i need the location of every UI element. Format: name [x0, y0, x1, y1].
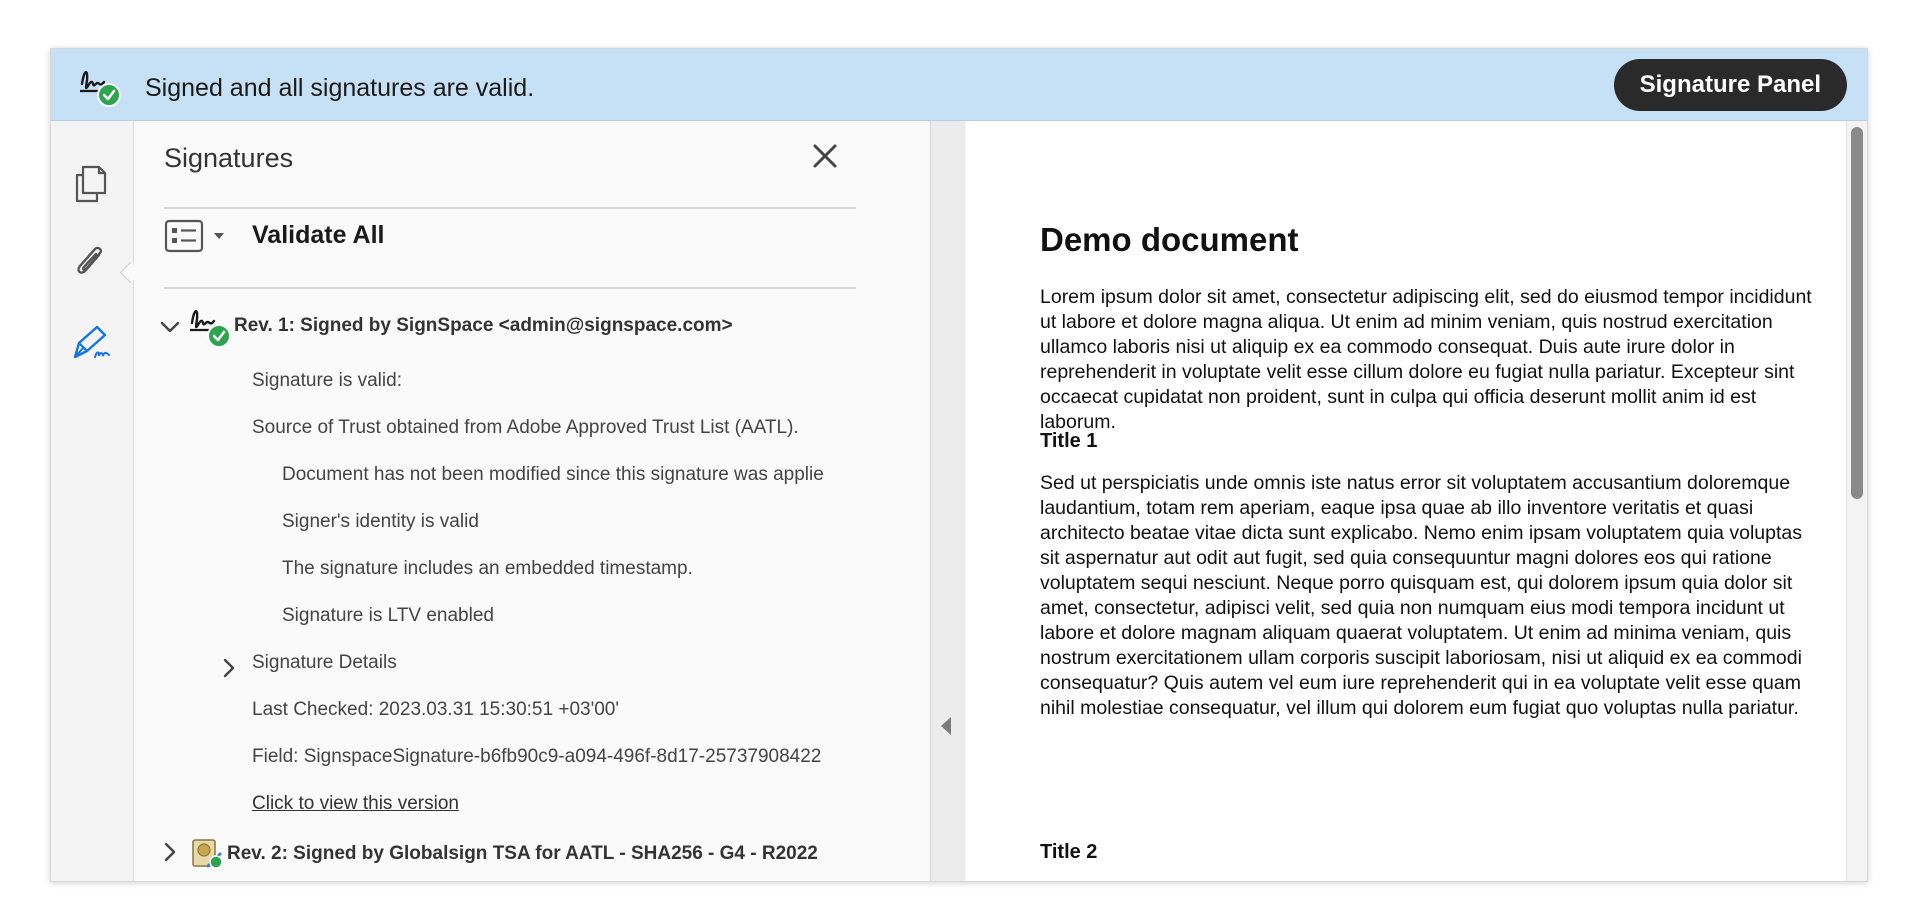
document-view: [964, 121, 1867, 881]
rev2-row[interactable]: [154, 830, 914, 874]
document-heading: Title 1: [1040, 430, 1098, 452]
signature-status-banner: [51, 49, 1867, 121]
signature-details-toggle[interactable]: Signature Details: [252, 652, 397, 673]
document-paragraph: Sed ut perspiciatis unde omnis iste natus error sit voluptatem accusantium doloremque laudantium, totam rem aperiam, eaque ipsa quae ab illo inventore veritatis et quasi architecto beatae vitae dicta sunt explicabo. Nemo enim ipsam voluptatem quia voluptas sit aspernatur aut odit aut fugit, sed quia consequuntur magni dolores eos qui ratione voluptatem sequi nesciunt. Neque porro quisquam est, qui dolorem ipsum quia dolor sit amet, consectetur, adipisci velit, sed quia non numquam eius modi tempora incidunt ut labore et dolore magnam aliquam quaerat voluptatem. Ut enim ad minima veniam, quis nostrum exercitationem ullam corporis suscipit laboriosam, nisi ut aliquid ex ea commodi consequatur? Quis autem vel eum iure reprehenderit qui in ea voluptate velit esse quam nihil molestiae consequatur, vel illum qui dolorem eum fugiat quo voluptas nulla pariatur.: [1040, 472, 1803, 719]
rev1-row[interactable]: [154, 303, 914, 347]
panel-title: Signatures: [164, 143, 294, 173]
panel-divider: [164, 207, 856, 209]
collapse-arrow-icon[interactable]: [941, 717, 951, 735]
signature-pen-icon[interactable]: [69, 321, 113, 365]
scrollbar-thumb[interactable]: [1851, 127, 1863, 499]
validate-all-button[interactable]: Validate All: [252, 221, 385, 249]
document-page: [965, 121, 1867, 881]
left-tool-rail: [51, 121, 134, 881]
panel-collapse-gutter[interactable]: [930, 121, 965, 881]
document-title: Demo document: [1040, 221, 1299, 258]
timestamp-certificate-icon: [190, 836, 224, 870]
signature-status-text: Signed and all signatures are valid.: [145, 74, 535, 102]
chevron-right-icon[interactable]: [156, 838, 184, 866]
signed-valid-icon: [76, 62, 122, 108]
document-heading: Title 2: [1040, 841, 1098, 863]
last-checked-line: Last Checked: 2023.03.31 15:30:51 +03'00': [252, 699, 619, 720]
chevron-right-icon[interactable]: [215, 654, 243, 682]
view-version-link[interactable]: Click to view this version: [252, 793, 459, 814]
rev1-label: Rev. 1: Signed by SignSpace <admin@signspace.com>: [234, 315, 733, 336]
signature-options-menu-icon[interactable]: [164, 217, 236, 257]
attachment-icon[interactable]: [69, 241, 113, 285]
signature-panel-button[interactable]: Signature Panel: [1614, 59, 1847, 111]
signature-status-line: Signature is valid:: [252, 370, 402, 391]
close-icon[interactable]: [808, 139, 842, 173]
document-scrollbar[interactable]: [1846, 121, 1867, 881]
signature-viewer-window: [50, 48, 1868, 882]
check-line: Signer's identity is valid: [282, 511, 479, 532]
chevron-down-icon[interactable]: [156, 313, 184, 341]
field-line: Field: SignspaceSignature-b6fb90c9-a094-496f-8d17-25737908422: [252, 746, 822, 767]
pages-icon[interactable]: [69, 161, 113, 205]
check-line: Signature is LTV enabled: [282, 605, 494, 626]
rev2-label: Rev. 2: Signed by Globalsign TSA for AATL - SHA256 - G4 - R2022: [227, 843, 818, 864]
check-line: The signature includes an embedded timestamp.: [282, 558, 693, 579]
panel-divider: [164, 287, 856, 289]
document-paragraph: Lorem ipsum dolor sit amet, consectetur adipiscing elit, sed do eiusmod tempor incididunt ut labore et dolore magna aliqua. Ut enim ad minim veniam, quis nostrud exercitation ullamco laboris nisi ut aliquip ex ea commodo consequat. Duis aute irure dolor in reprehenderit in voluptate velit esse cillum dolore eu fugiat nulla pariatur. Excepteur sint occaecat cupidatat non proident, sunt in culpa qui officia deserunt mollit anim id est laborum.: [1040, 286, 1812, 433]
signed-valid-icon: [186, 303, 232, 349]
check-line: Document has not been modified since this signature was applie: [282, 464, 824, 485]
signatures-panel: [134, 121, 929, 881]
trust-source-line: Source of Trust obtained from Adobe Approved Trust List (AATL).: [252, 417, 799, 438]
